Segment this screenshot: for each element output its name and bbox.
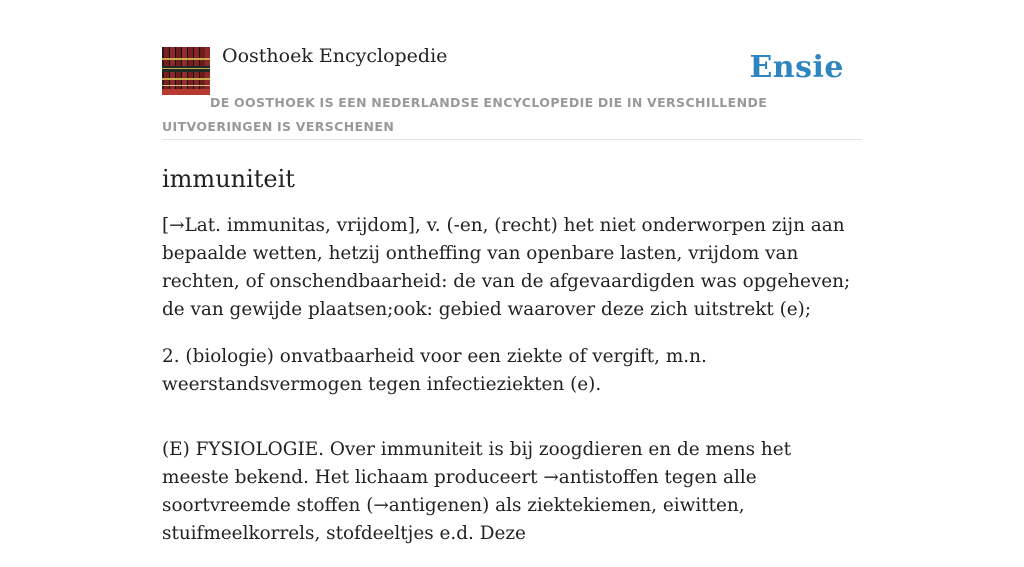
entry-body bbox=[162, 212, 862, 548]
entry-paragraph: 2. (biologie) onvatbaarheid voor een ziekte of vergift, m.n. weerstandsvermogen tegen infectieziekten (e). bbox=[162, 346, 707, 395]
book-spines-icon bbox=[162, 47, 210, 95]
site-avatar[interactable] bbox=[162, 47, 210, 95]
site-header bbox=[162, 0, 862, 140]
ensie-logo-link[interactable]: Ensie bbox=[749, 50, 844, 85]
site-tagline: DE OOSTHOEK IS EEN NEDERLANDSE ENCYCLOPEDIE DIE IN VERSCHILLENDE UITVOERINGEN IS VERSCHENEN bbox=[162, 95, 768, 134]
entry-paragraph: (E) FYSIOLOGIE. Over immuniteit is bij zoogdieren en de mens het meeste bekend. Het lichaam produceert →antistoffen tegen alle soortvreemde stoffen (→antigenen) als ziektekiemen, eiwitten, stuifmeelkorrels, stofdeeltjes e.d. Deze bbox=[162, 439, 792, 544]
entry-title: immuniteit bbox=[162, 165, 295, 193]
site-title-link[interactable]: Oosthoek Encyclopedie bbox=[222, 45, 448, 67]
entry-paragraph: [→Lat. immunitas, vrijdom], v. (-en, (recht) het niet onderworpen zijn aan bepaalde wetten, hetzij ontheffing van openbare lasten, vrijdom van rechten, of onschendbaarheid: de van de afgevaardigden was opgeheven; de van gewijde plaatsen;ook: gebied waarover deze zich uitstrekt (e); bbox=[162, 215, 851, 320]
content-container bbox=[162, 0, 862, 567]
